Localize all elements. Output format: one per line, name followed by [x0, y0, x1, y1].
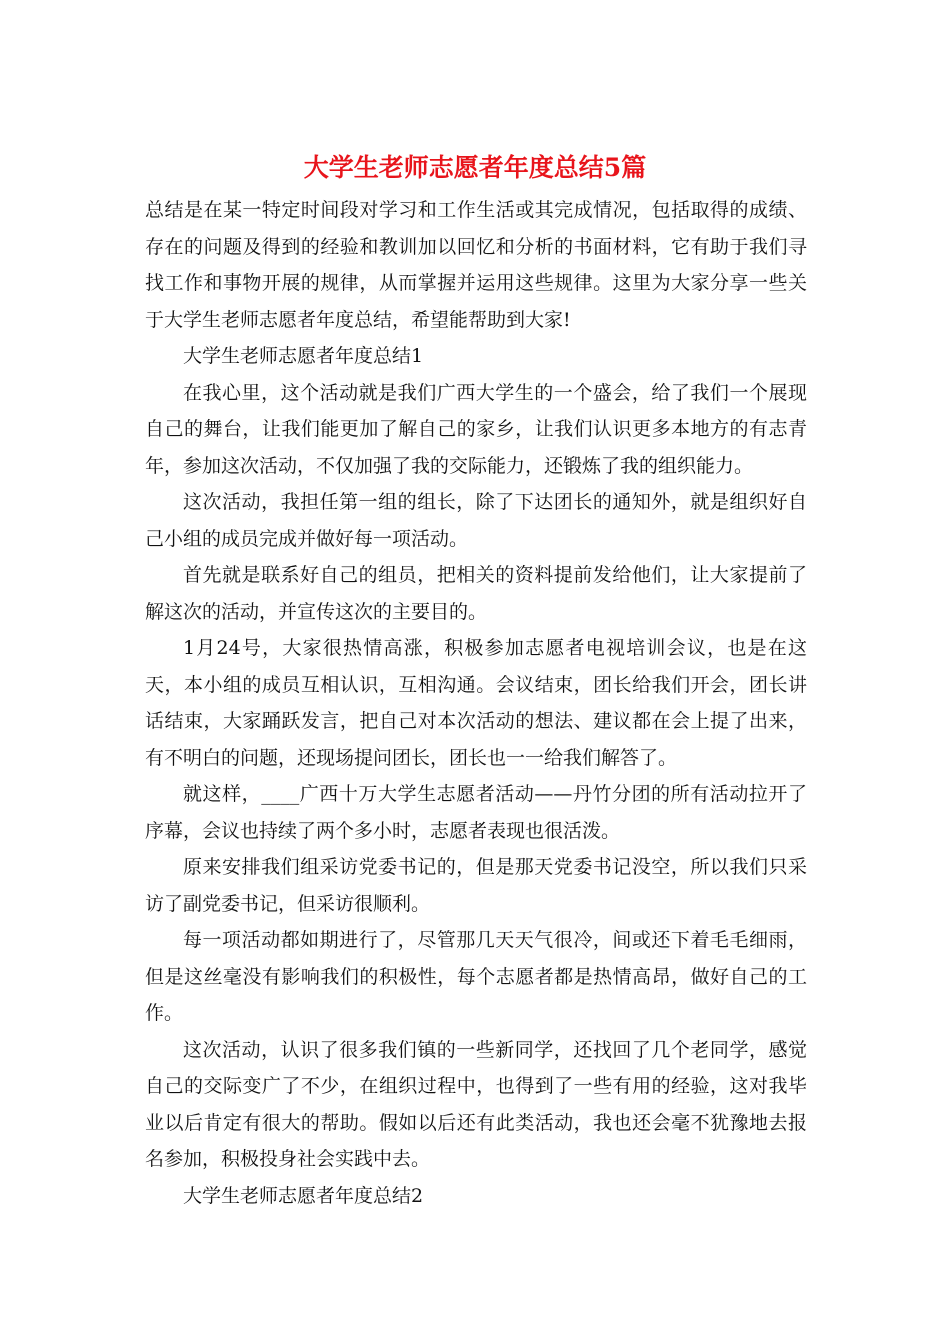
section-heading-2: 大学生老师志愿者年度总结2	[183, 1184, 424, 1207]
document-title: 大学生老师志愿者年度总结5篇	[303, 153, 647, 182]
body-paragraph: 这次活动，我担任第一组的组长，除了下达团长的通知外，就是组织好自己小组的成员完成并做好每一项活动。	[145, 491, 807, 550]
document-body	[145, 192, 807, 1214]
body-paragraph: 原来安排我们组采访党委书记的，但是那天党委书记没空，所以我们只采访了副党委书记，但采访很顺利。	[145, 856, 807, 915]
body-paragraph: 这次活动，认识了很多我们镇的一些新同学，还找回了几个老同学，感觉自己的交际变广了不少，在组织过程中，也得到了一些有用的经验，这对我毕业以后肯定有很大的帮助。假如以后还有此类活动，我也还会毫不犹豫地去报名参加，积极投身社会实践中去。	[145, 1038, 807, 1170]
body-paragraph: 首先就是联系好自己的组员，把相关的资料提前发给他们，让大家提前了解这次的活动，并宣传这次的主要目的。	[145, 564, 807, 623]
body-paragraph: 1月24号，大家很热情高涨，积极参加志愿者电视培训会议，也是在这天，本小组的成员互相认识，互相沟通。会议结束，团长给我们开会，团长讲话结束，大家踊跃发言，把自己对本次活动的想法、建议都在会上提了出来，有不明白的问题，还现场提问团长，团长也一一给我们解答了。	[145, 637, 807, 769]
section-heading-1: 大学生老师志愿者年度总结1	[183, 345, 424, 367]
body-paragraph: 就这样，____广西十万大学生志愿者活动——丹竹分团的所有活动拉开了序幕，会议也持续了两个多小时，志愿者表现也很活泼。	[145, 783, 807, 842]
body-paragraph: 在我心里，这个活动就是我们广西大学生的一个盛会，给了我们一个展现自己的舞台，让我们能更加了解自己的家乡，让我们认识更多本地方的有志青年，参加这次活动，不仅加强了我的交际能力，还锻炼了我的组织能力。	[145, 381, 807, 477]
intro-paragraph: 总结是在某一特定时间段对学习和工作生活或其完成情况，包括取得的成绩、存在的问题及得到的经验和教训加以回忆和分析的书面材料，它有助于我们寻找工作和事物开展的规律，从而掌握并运用这些规律。这里为大家分享一些关于大学生老师志愿者年度总结，希望能帮助到大家!	[145, 199, 807, 331]
body-paragraph: 每一项活动都如期进行了，尽管那几天天气很冷，间或还下着毛毛细雨，但是这丝毫没有影响我们的积极性，每个志愿者都是热情高昂，做好自己的工作。	[145, 929, 807, 1024]
